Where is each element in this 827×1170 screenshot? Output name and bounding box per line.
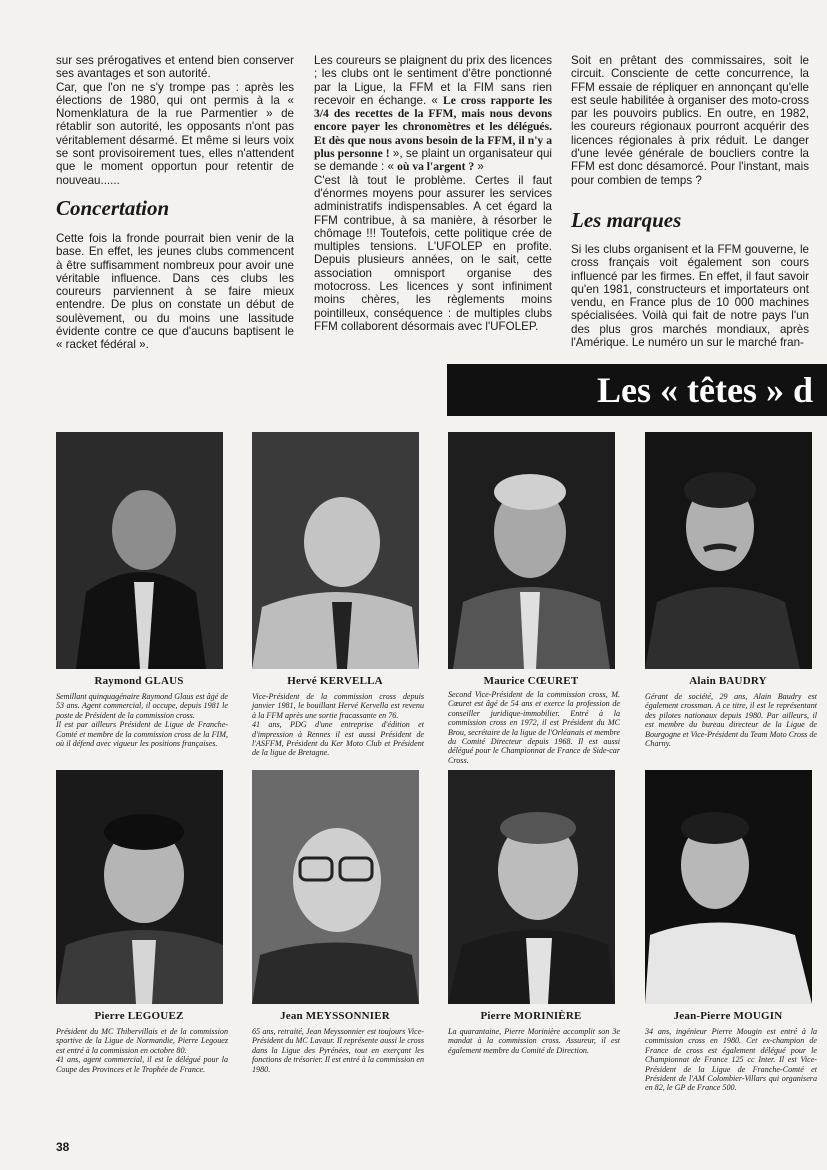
person-name: Alain BAUDRY (689, 675, 767, 687)
paragraph: C'est là tout le problème. Certes il faut d'énormes moyens pour assurer les services administratifs indispensables. A cet égard la FFM contribue, à sa manière, à résorber le chômage !!! Toutefois, cette politique crée de multiples tensions. L'UFOLEP en profite. Depuis plusieurs années, on le sait, cette association omnisport organise des motocross. Les licences y sont infiniment moins chères, les règlements moins pointilleux, conséquence : de multiples clubs FFM collaborent désormais avec l'UFOLEP. (314, 173, 552, 333)
person-bio: Gérant de société, 29 ans, Alain Baudry est également crossman. A ce titre, il est le représentant des pilotes nationaux depuis 1980. Par ailleurs, il est membre du bureau directeur de la Ligue de Bourgogne et Vice-Président du Team Moto Cross de Charny. (645, 692, 817, 749)
article-column-3b (571, 243, 809, 349)
person-name: Jean-Pierre MOUGIN (673, 1010, 783, 1022)
person-bio: Vice-Président de la commission cross depuis janvier 1981, le bouillant Hervé Kervella est revenu à la FFM après une sortie fracassante en 76. 41 ans, PDG d'une entreprise d'édition et d'impression à Rennes il est aussi Président de l'ASFFM, Président du Ker Moto Club et Président de la ligue de Bretagne. (252, 692, 424, 758)
person-bio: 34 ans, ingénieur Pierre Mougin est entré à la commission cross en 1980. Cet ex-champion de France de cross est également délégué pour le Championnat de France 125 cc Inter. Il est Vice-Président de la Ligue de Franche-Comté et Président de l'AM Colombier-Villars qui organisera en 82, le GP de France 500. (645, 1027, 817, 1093)
article-column-1 (56, 54, 294, 187)
portrait-photo (448, 770, 615, 1004)
portrait-photo (645, 432, 812, 669)
paragraph: Si les clubs organisent et la FFM gouverne, le cross français voit également son cours influencé par les firmes. En effet, il faut savoir qu'en 1981, constructeurs et importateurs ont vendu, en France plus de 10 000 machines spécialisées. Voilà qui fait de notre pays l'un des plus gros marchés mondiaux, après l'Amérique. Le numéro un sur le marché fran- (571, 243, 809, 350)
person-name: Maurice CŒURET (483, 675, 579, 687)
section-heading: Les marques (571, 208, 682, 232)
portrait-photo (448, 432, 615, 669)
person-name: Pierre MORINIÈRE (480, 1010, 582, 1022)
person-name: Raymond GLAUS (94, 675, 184, 687)
paragraph: Cette fois la fronde pourrait bien venir de la base. En effet, les jeunes clubs commencent à être suffisamment nombreux pour avoir une véritable influence. Dans ces clubs les coureurs parviennent à se faire mieux entendre. De plus on constate un début de soulèvement, ou du moins une lassitude évidente contre ce que d'aucuns baptisent le « racket fédéral ». (56, 232, 294, 352)
person-name: Pierre LEGOUEZ (94, 1010, 184, 1022)
person-name: Jean MEYSSONNIER (280, 1010, 390, 1022)
paragraph: Soit en prêtant des commissaires, soit le circuit. Consciente de cette concurrence, la FFM essaie de répliquer en annonçant qu'elle est seule habilitée à organiser des moto-cross par les pouvoirs publics. En outre, en 1982, les coureurs régionaux pourront acquérir des licences régionales à prix réduit. Le danger d'une levée générale de boucliers contre la FFM est donc désamorcé. Pour l'instant, mais pour combien de temps ? (571, 54, 809, 187)
paragraph: Car, que l'on ne s'y trompe pas : après les élections de 1980, qui ont permis à la « Nomenklatura de la rue Parmentier » de rétablir son autorité, les opposants n'ont pas véritablement désarmé. Et même si leurs voix se sont provisoirement tues, elles n'attendent que le moment opportun pour retentir de nouveau...... (56, 80, 294, 187)
page-number: 38 (56, 1140, 70, 1154)
paragraph: Les coureurs se plaignent du prix des licences ; les clubs ont le sentiment d'être ponctionné par la Ligue, la FFM et la FIM sans rien recevoir en échange. « Le cross rapporte les 3/4 des recettes de la FFM, mais nous devons encore payer les chronomètres et les délégués. Et dès que nous avons besoin de la FFM, il n'y a plus personne ! », se plaint un organisateur qui se demande : « où va l'argent ? » (314, 54, 552, 174)
article-column-1b (56, 232, 294, 352)
paragraph: sur ses prérogatives et entend bien conserver ses avantages et son autorité. (56, 54, 294, 81)
portrait-photo (56, 432, 223, 669)
portrait-photo (252, 770, 419, 1004)
person-bio: La quarantaine, Pierre Morinière accomplit son 3e mandat à la commission cross. Assureur, il est également membre du Comité de Direction. (448, 1027, 620, 1055)
banner-title: Les « têtes » d (597, 370, 813, 410)
section-banner (447, 364, 827, 416)
portrait-photo (56, 770, 223, 1004)
portrait-photo (252, 432, 419, 669)
portrait-photo (645, 770, 812, 1004)
person-name: Hervé KERVELLA (287, 675, 383, 687)
person-bio: Semillant quinquagénaire Raymond Glaus est âgé de 53 ans. Agent commercial, il occupe, depuis 1981 le poste de Président de la commission cross. Il est par ailleurs Président de Ligue de Franche-Comté et membre de la commission cross de la FIM, où il défend avec vigueur les positions françaises. (56, 692, 228, 749)
person-bio: Second Vice-Président de la commission cross, M. Cœuret est âgé de 54 ans et exerce la profession de conseiller juridique-immobilier. Entré à la commission cross en 1972, il est Président du MC Brou, secrétaire de la ligue de l'Orléanais et membre du Comité Directeur depuis 1968. Il est aussi délégué pour le Championnat de France de Side-car Cross. (448, 690, 620, 765)
section-heading: Concertation (56, 196, 170, 220)
person-bio: 65 ans, retraité, Jean Meyssonnier est toujours Vice-Président du MC Lavaur. Il représente aussi le cross dans la Ligue des Pyrénées, tout en exerçant les fonctions de trésorier. Il est entré à la commission en 1980. (252, 1027, 424, 1074)
article-column-2 (314, 54, 552, 333)
person-bio: Président du MC Thibervillais et de la commission sportive de la Ligue de Normandie, Pierre Legouez est entré à la commission en octobre 80. 41 ans, agent commercial, il est le délégué pour la Coupe des Provinces et le Trophée de France. (56, 1027, 228, 1074)
article-column-3 (571, 54, 809, 187)
